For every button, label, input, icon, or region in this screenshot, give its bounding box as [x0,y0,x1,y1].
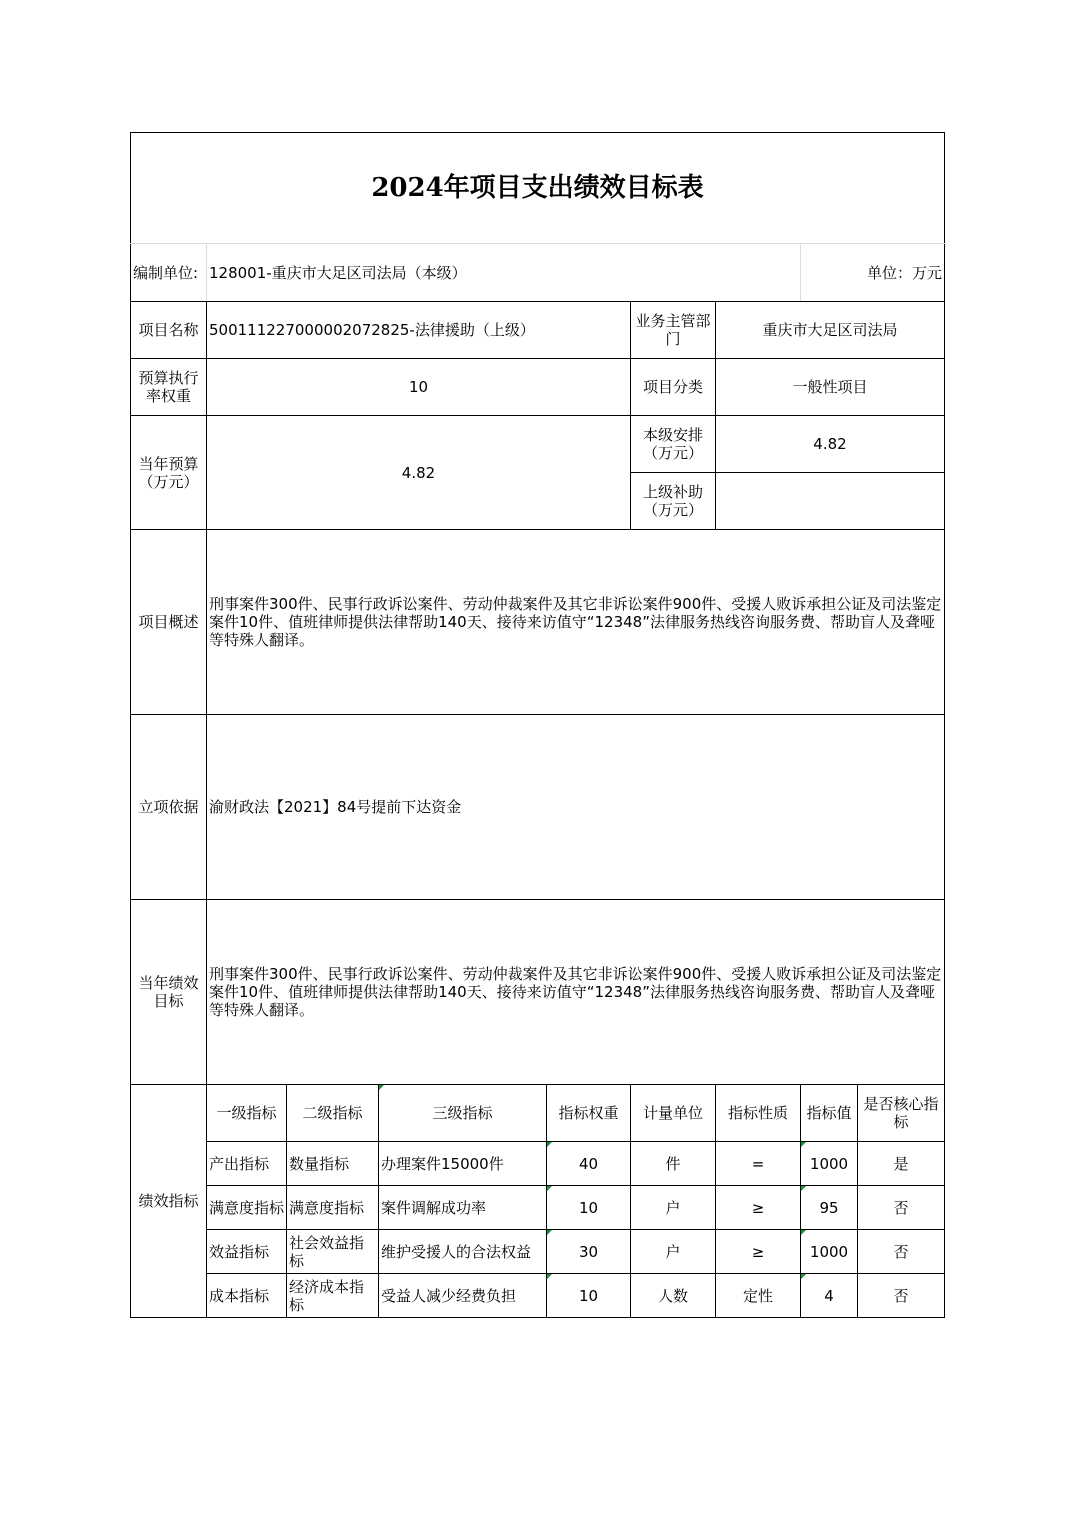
table-row [131,1186,945,1230]
category-value: 一般性项目 [716,359,945,416]
dept-label: 业务主管部门 [631,302,716,359]
project-name-value: 500111227000002072825-法律援助（上级） [207,302,631,359]
indicators-label: 绩效指标 [131,1085,207,1318]
overview-text: 刑事案件300件、民事行政诉讼案件、劳动仲裁案件及其它非诉讼案件900件、受援人败诉承担公证及司法鉴定案件10件、值班律师提供法律帮助140天、接待来访值守“12348”法律服务热线咨询服务费、帮助盲人及聋哑等特殊人翻译。 [207,530,945,715]
local-arrangement-label: 本级安排（万元） [631,416,716,473]
table-row [131,1274,945,1318]
cell-nature: 定性 [716,1274,801,1318]
cell-level2: 经济成本指标 [287,1274,379,1318]
header-unit: 计量单位 [631,1085,716,1142]
cell-weight: 10 [547,1274,631,1318]
local-arrangement-value: 4.82 [716,416,945,473]
cell-level2: 数量指标 [287,1142,379,1186]
budget-label: 当年预算（万元） [131,416,207,530]
cell-unit: 人数 [631,1274,716,1318]
upper-subsidy-value [716,473,945,530]
cell-value: 1000 [801,1142,858,1186]
cell-core: 是 [858,1142,945,1186]
header-level3: 三级指标 [379,1085,547,1142]
basis-text: 渝财政法【2021】84号提前下达资金 [207,715,945,900]
goal-label: 当年绩效目标 [131,900,207,1085]
category-label: 项目分类 [631,359,716,416]
cell-level1: 成本指标 [207,1274,287,1318]
cell-value: 4 [801,1274,858,1318]
header-core: 是否核心指标 [858,1085,945,1142]
cell-level3: 维护受援人的合法权益 [379,1230,547,1274]
page-title: 2024年项目支出绩效目标表 [131,133,945,244]
cell-unit: 件 [631,1142,716,1186]
main-table [130,132,945,1318]
cell-weight: 40 [547,1142,631,1186]
cell-level2: 社会效益指标 [287,1230,379,1274]
cell-weight: 10 [547,1186,631,1230]
cell-level1: 效益指标 [207,1230,287,1274]
cell-level1: 满意度指标 [207,1186,287,1230]
table-row [131,1142,945,1186]
cell-value: 1000 [801,1230,858,1274]
cell-nature: ≥ [716,1186,801,1230]
cell-level3: 案件调解成功率 [379,1186,547,1230]
header-value: 指标值 [801,1085,858,1142]
header-nature: 指标性质 [716,1085,801,1142]
cell-core: 否 [858,1230,945,1274]
project-name-label: 项目名称 [131,302,207,359]
cell-core: 否 [858,1186,945,1230]
cell-unit: 户 [631,1230,716,1274]
cell-value: 95 [801,1186,858,1230]
cell-unit: 户 [631,1186,716,1230]
basis-label: 立项依据 [131,715,207,900]
cell-level2: 满意度指标 [287,1186,379,1230]
cell-core: 否 [858,1274,945,1318]
cell-nature: ≥ [716,1230,801,1274]
budget-value: 4.82 [207,416,631,530]
cell-nature: = [716,1142,801,1186]
currency-label: 单位：万元 [801,244,945,302]
weight-label: 预算执行率权重 [131,359,207,416]
table-row [131,1230,945,1274]
upper-subsidy-label: 上级补助（万元） [631,473,716,530]
overview-label: 项目概述 [131,530,207,715]
unit-label: 编制单位: [131,244,207,302]
cell-level1: 产出指标 [207,1142,287,1186]
performance-target-sheet [130,132,944,1318]
header-level1: 一级指标 [207,1085,287,1142]
header-level2: 二级指标 [287,1085,379,1142]
cell-level3: 受益人减少经费负担 [379,1274,547,1318]
cell-weight: 30 [547,1230,631,1274]
cell-level3: 办理案件15000件 [379,1142,547,1186]
unit-value: 128001-重庆市大足区司法局（本级） [207,244,801,302]
header-weight: 指标权重 [547,1085,631,1142]
weight-value: 10 [207,359,631,416]
dept-value: 重庆市大足区司法局 [716,302,945,359]
goal-text: 刑事案件300件、民事行政诉讼案件、劳动仲裁案件及其它非诉讼案件900件、受援人败诉承担公证及司法鉴定案件10件、值班律师提供法律帮助140天、接待来访值守“12348”法律服务热线咨询服务费、帮助盲人及聋哑等特殊人翻译。 [207,900,945,1085]
